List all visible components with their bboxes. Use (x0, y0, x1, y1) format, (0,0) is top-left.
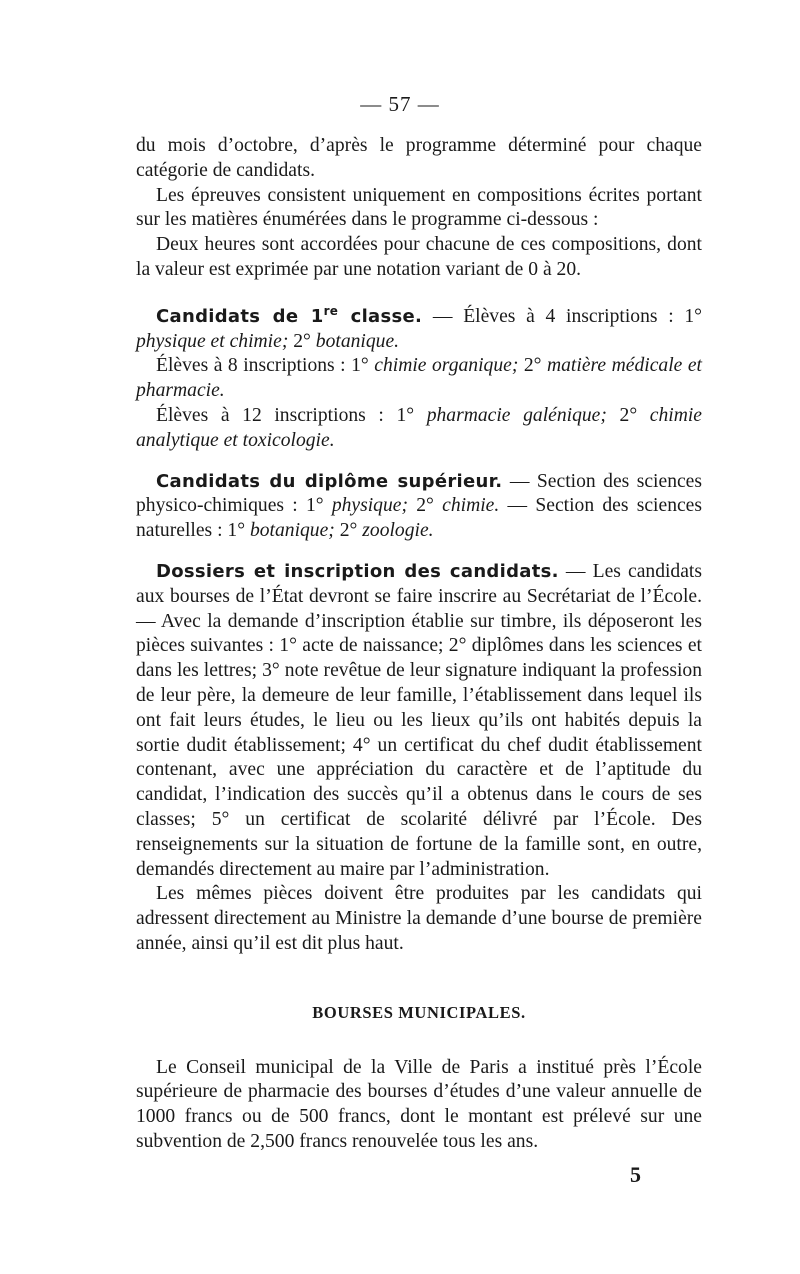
section-title-diplome-superieur: Candidats du diplôme supérieur. (156, 470, 503, 492)
section-diplome-superieur: Candidats du diplôme supérieur. — Section des sciences physico-chimiques : 1° physique; 2° chimie. — Section des sciences naturelles : 1° botanique; 2° zoologie. (136, 470, 703, 542)
section-title-dossiers: Dossiers et inscription des candidats. (156, 560, 559, 582)
section-premiere-classe: Candidats de 1re classe. — Élèves à 4 inscriptions : 1° physique et chimie; 2° botanique. (136, 303, 702, 352)
paragraph-12-inscriptions: Élèves à 12 inscriptions : 1° pharmacie galénique; 2° chimie analytique et toxicologie. (136, 404, 702, 451)
paragraph-epreuves: Les épreuves consistent uniquement en compositions écrites portant sur les matières énumérées dans le programme ci-dessous : (136, 184, 702, 231)
heading-bourses-municipales: BOURSES MUNICIPALES. (312, 1002, 526, 1022)
section-dossiers: Dossiers et inscription des candidats. — Les candidats aux bourses de l’État devront se faire inscrire au Secrétariat de l’École. — Avec la demande d’inscription établie sur timbre, ils déposeront les pièces suivantes : 1° acte de naissance; 2° diplômes dans les sciences et dans les lettres; 3° note revêtue de leur signature indiquant la profession de leur père, la demeure de leur famille, l’établissement dans lequel ils ont fait leurs études, le lieu ou les lieux qu’ils ont habités depuis la sortie dudit établissement; 4° un certificat du chef dudit établissement contenant, avec une appréciation du caractère et de l’aptitude du candidat, l’indication des succès qu’il a obtenus dans le cours de ses classes; 5° un certificat de scolarité délivré par l’École. Des renseignements sur la situation de fortune de la famille sont, en outre, demandés directement au maire par l’administration. (136, 560, 702, 880)
page-body (136, 134, 702, 1155)
paragraph-intro: du mois d’octobre, d’après le programme déterminé pour chaque catégorie de candidats. (136, 135, 702, 181)
paragraph-duree: Deux heures sont accordées pour chacune de ces compositions, dont la valeur est exprimée par une notation variant de 0 à 20. (136, 234, 702, 280)
signature-mark: 5 (630, 1162, 641, 1187)
paragraph-bourses-municipales: Le Conseil municipal de la Ville de Paris a institué près l’École supérieure de pharmacie des bourses d’études d’une valeur annuelle de 1000 francs ou de 500 francs, dont le montant est prélevé sur une subvention de 2,500 francs renouvelée tous les ans. (136, 1056, 702, 1152)
page-number: — 57 — (360, 92, 440, 116)
section-title-premiere-classe: Candidats de 1re classe. (156, 303, 423, 327)
paragraph-ministre: Les mêmes pièces doivent être produites par les candidats qui adressent directement au Ministre la demande d’une bourse de première année, ainsi qu’il est dit plus haut. (136, 883, 702, 954)
paragraph-8-inscriptions: Élèves à 8 inscriptions : 1° chimie organique; 2° matière médicale et pharmacie. (136, 355, 702, 402)
